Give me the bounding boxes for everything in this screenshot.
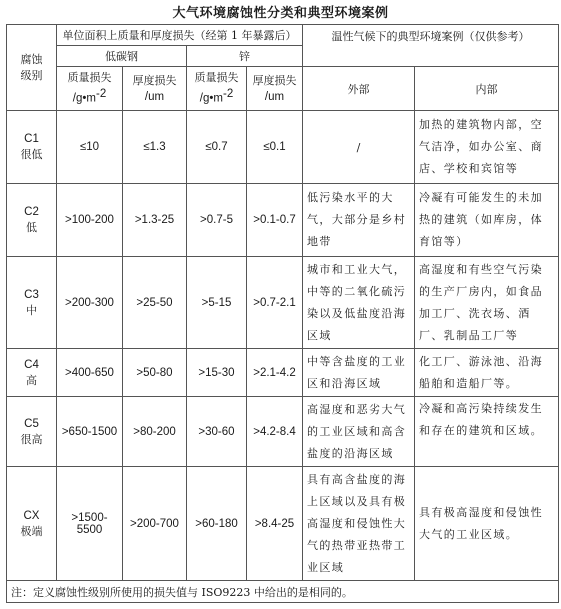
steel-mass-cell: >400-650 [57,349,123,397]
indoor-cell: 加热的建筑物内部，空气洁净，如办公室、商店、学校和宾馆等 [415,111,559,184]
zinc-thickness-cell: >4.2-8.4 [247,397,303,467]
steel-thickness-cell: >1.3-25 [123,184,187,257]
outdoor-cell: 城市和工业大气，中等的二氧化硫污染以及低盐度沿海区域 [303,257,415,349]
indoor-cell: 具有极高湿度和侵蚀性大气的工业区域。 [415,467,559,581]
steel-thickness-cell: >200-700 [123,467,187,581]
indoor-cell: 高湿度和有些空气污染的生产厂房内，如食品加工厂、洗衣场、酒厂、乳制品工厂等 [415,257,559,349]
steel-mass-cell: >1500-5500 [57,467,123,581]
outdoor-cell: 高湿度和恶劣大气的工业区域和高含盐度的沿海区域 [303,397,415,467]
zinc-mass-cell: >30-60 [187,397,247,467]
indoor-cell: 化工厂、游泳池、沿海船舶和造船厂等。 [415,349,559,397]
steel-thickness-cell: >25-50 [123,257,187,349]
steel-mass-cell: >650-1500 [57,397,123,467]
outdoor-cell: 中等含盐度的工业区和沿海区域 [303,349,415,397]
zinc-mass-cell: >60-180 [187,467,247,581]
steel-thickness-cell: ≤1.3 [123,111,187,184]
zinc-mass-cell: >5-15 [187,257,247,349]
header-zinc-mass: 质量损失 $/g•m^{-2}$ [187,67,247,111]
table-title: 大气环境腐蚀性分类和典型环境案例 [172,6,389,21]
steel-mass-cell: ≤10 [57,111,123,184]
corrosion-table [6,24,559,603]
outdoor-cell: 低污染水平的大气，大部分是乡村地带 [303,184,415,257]
header-steel: 低碳钢 [57,46,187,67]
outdoor-cell: 具有高含盐度的海上区域以及具有极高湿度和侵蚀性大气的热带亚热带工业区域 [303,467,415,581]
level-cell: CX 极端 [7,467,57,581]
table-row [7,257,559,349]
table-row [7,349,559,397]
steel-thickness-cell: >80-200 [123,397,187,467]
level-cell: C3 中 [7,257,57,349]
header-zinc-thickness: 厚度损失 /um [247,67,303,111]
steel-thickness-cell: >50-80 [123,349,187,397]
level-cell: C4 高 [7,349,57,397]
header-steel-thickness: 厚度损失 /um [123,67,187,111]
level-cell: C2 低 [7,184,57,257]
indoor-cell: 冷凝和高污染持续发生和存在的建筑和区域。 [415,397,559,467]
header-indoor: 内部 [415,67,559,111]
steel-mass-cell: >100-200 [57,184,123,257]
zinc-mass-cell: ≤0.7 [187,111,247,184]
header-env-group: 温性气候下的典型环境案例（仅供参考） [303,25,559,67]
table-note: 注：定义腐蚀性级别所使用的损失值与 ISO9223 中给出的是相同的。 [7,581,559,603]
outdoor-cell: / [303,111,415,184]
zinc-thickness-cell: >2.1-4.2 [247,349,303,397]
table-row [7,397,559,467]
table-row [7,467,559,581]
header-loss-group: 单位面积上质量和厚度损失（经第 1 年暴露后） [57,25,303,46]
zinc-thickness-cell: ≤0.1 [247,111,303,184]
table-row [7,111,559,184]
zinc-mass-cell: >0.7-5 [187,184,247,257]
header-steel-mass: 质量损失 $/g•m^{-2}$ [57,67,123,111]
level-cell: C1 很低 [7,111,57,184]
level-cell: C5 很高 [7,397,57,467]
zinc-thickness-cell: >0.1-0.7 [247,184,303,257]
zinc-thickness-cell: >0.7-2.1 [247,257,303,349]
zinc-mass-cell: >15-30 [187,349,247,397]
header-level: 腐蚀级别 [7,25,57,111]
header-outdoor: 外部 [303,67,415,111]
zinc-thickness-cell: >8.4-25 [247,467,303,581]
table-row [7,184,559,257]
indoor-cell: 冷凝有可能发生的未加热的建筑（如库房，体育馆等） [415,184,559,257]
steel-mass-cell: >200-300 [57,257,123,349]
header-zinc: 锌 [187,46,303,67]
